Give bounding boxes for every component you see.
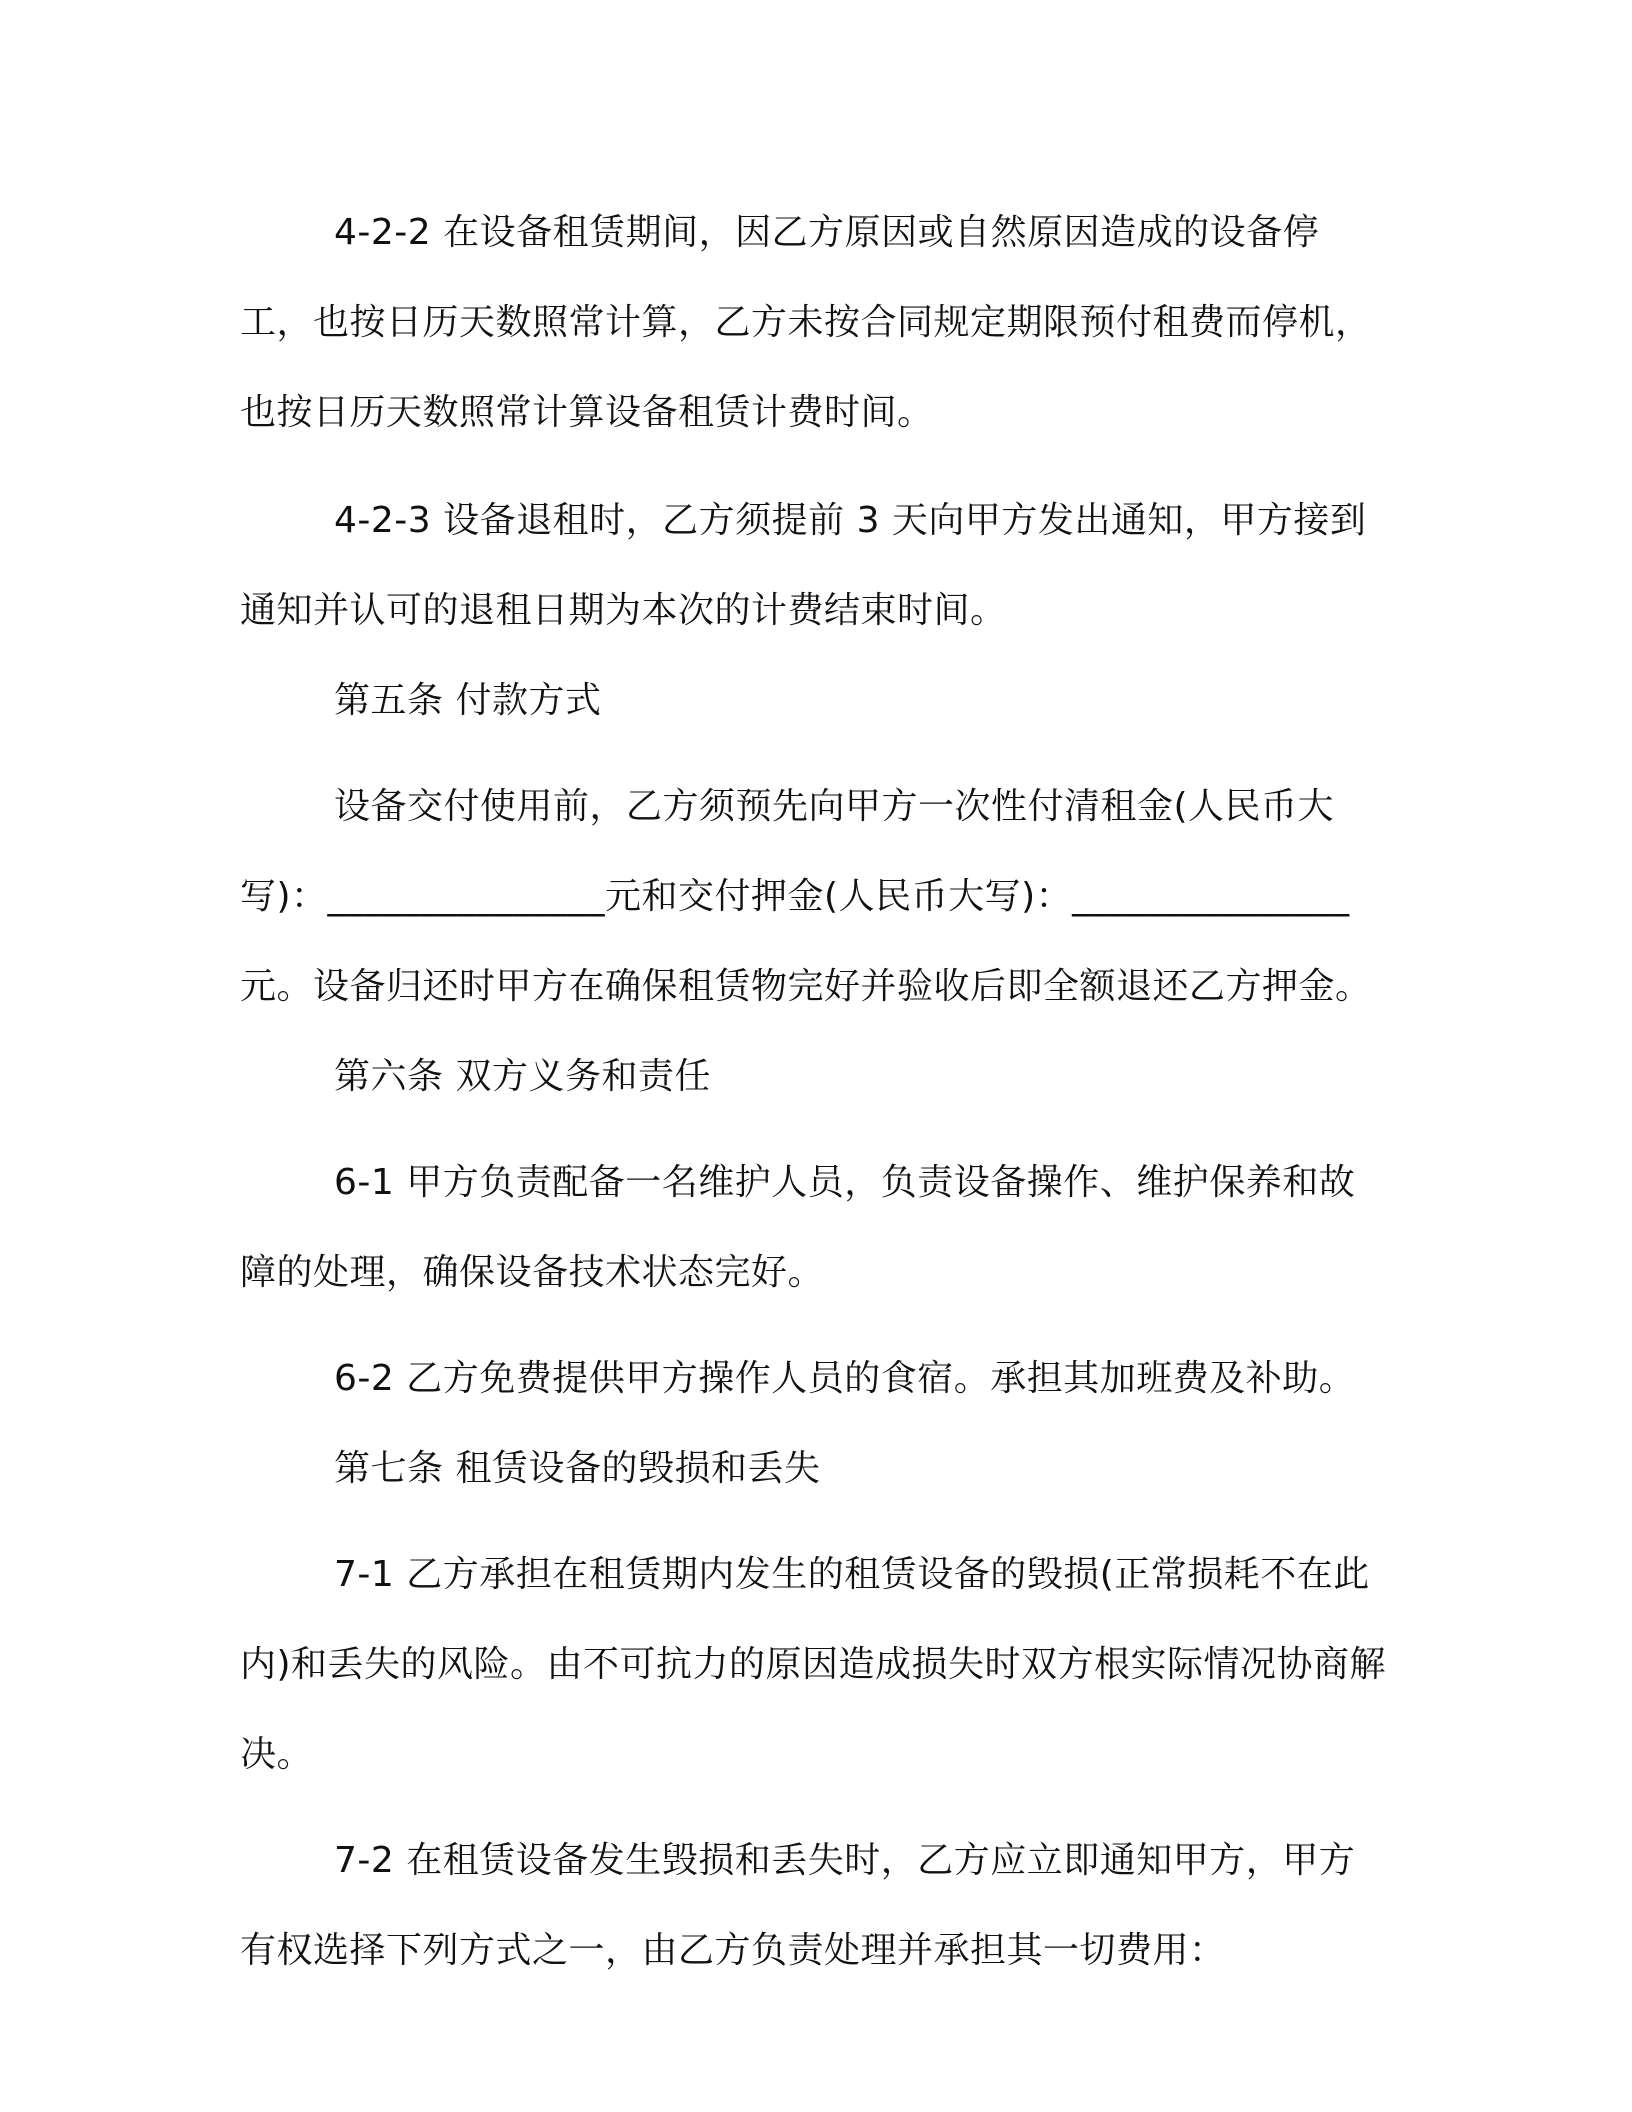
document-body xyxy=(240,188,1390,1996)
clause-4-2-2: 4-2-2 在设备租赁期间，因乙方原因或自然原因造成的设备停工，也按日历天数照常计算，乙方未按合同规定期限预付租费而停机，也按日历天数照常计算设备租赁计费时间。 xyxy=(240,212,1372,433)
article-5-heading: 第五条 付款方式 xyxy=(334,680,602,721)
clause-4-2-3: 4-2-3 设备退租时，乙方须提前 3 天向甲方发出通知，甲方接到通知并认可的退租日期为本次的计费结束时间。 xyxy=(240,500,1367,631)
clause-6-2: 6-2 乙方免费提供甲方操作人员的食宿。承担其加班费及补助。 xyxy=(334,1358,1356,1399)
clause-6-1: 6-1 甲方负责配备一名维护人员，负责设备操作、维护保养和故障的处理，确保设备技术状态完好。 xyxy=(240,1162,1356,1293)
clause-7-1: 7-1 乙方承担在租赁期内发生的租赁设备的毁损(正常损耗不在此内)和丢失的风险。由不可抗力的原因造成损失时双方根实际情况协商解决。 xyxy=(240,1554,1387,1775)
payment-clause: 设备交付使用前，乙方须预先向甲方一次性付清租金(人民币大写)：_______________元和交付押金(人民币大写)：_______________元。设备归还时甲方在确保租赁物完好并验收后即全额退还乙方押金。 xyxy=(240,786,1372,1007)
clause-7-2: 7-2 在租赁设备发生毁损和丢失时，乙方应立即通知甲方，甲方有权选择下列方式之一，由乙方负责处理并承担其一切费用： xyxy=(240,1840,1356,1971)
article-7-heading: 第七条 租赁设备的毁损和丢失 xyxy=(334,1448,821,1489)
article-6-heading: 第六条 双方义务和责任 xyxy=(334,1056,711,1097)
